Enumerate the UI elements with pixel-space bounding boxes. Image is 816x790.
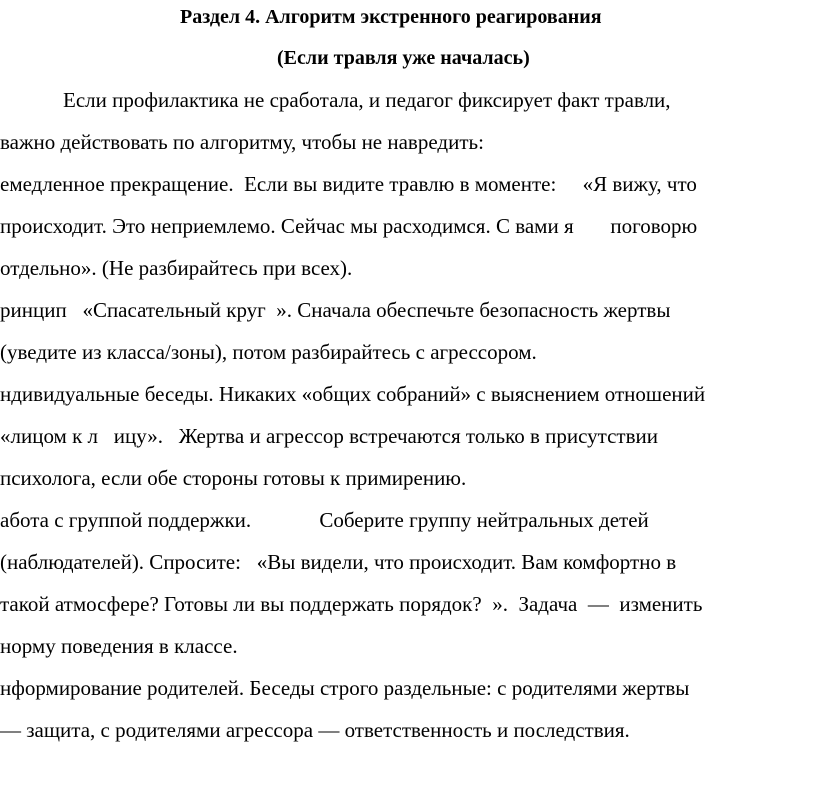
- section-title: Раздел 4. Алгоритм экстренного реагирования: [180, 6, 602, 28]
- list-item-line: ндивидуальные беседы. Никаких «общих собраний» с выяснением отношений: [0, 382, 706, 406]
- paragraph-line: Если профилактика не сработала, и педагог фиксирует факт травли,: [63, 88, 671, 112]
- list-item-line: емедленное прекращение. Если вы видите травлю в моменте: «Я вижу, что: [0, 172, 697, 196]
- list-item-line: отдельно». (Не разбирайтесь при всех).: [0, 256, 353, 280]
- list-item-line: происходит. Это неприемлемо. Сейчас мы расходимся. С вами я поговорю: [0, 214, 698, 238]
- list-item-line: абота с группой поддержки. Соберите группу нейтральных детей: [0, 508, 649, 532]
- list-item-line: (наблюдателей). Спросите: «Вы видели, что происходит. Вам комфортно в: [0, 550, 677, 574]
- list-item-line: психолога, если обе стороны готовы к примирению.: [0, 466, 467, 490]
- list-item-line: (уведите из класса/зоны), потом разбирайтесь с агрессором.: [0, 340, 537, 364]
- list-item-line: норму поведения в классе.: [0, 634, 238, 658]
- list-item-line: — защита, с родителями агрессора — ответственность и последствия.: [0, 718, 630, 742]
- list-item-line: нформирование родителей. Беседы строго раздельные: с родителями жертвы: [0, 676, 690, 700]
- section-subtitle: (Если травля уже началась): [277, 47, 530, 69]
- list-item-line: ринцип «Спасательный круг ». Сначала обеспечьте безопасность жертвы: [0, 298, 671, 322]
- list-item-line: такой атмосфере? Готовы ли вы поддержать порядок? ». Задача — изменить: [0, 592, 703, 616]
- paragraph-line: важно действовать по алгоритму, чтобы не навредить:: [0, 130, 484, 154]
- list-item-line: «лицом к л ицу». Жертва и агрессор встречаются только в присутствии: [0, 424, 658, 448]
